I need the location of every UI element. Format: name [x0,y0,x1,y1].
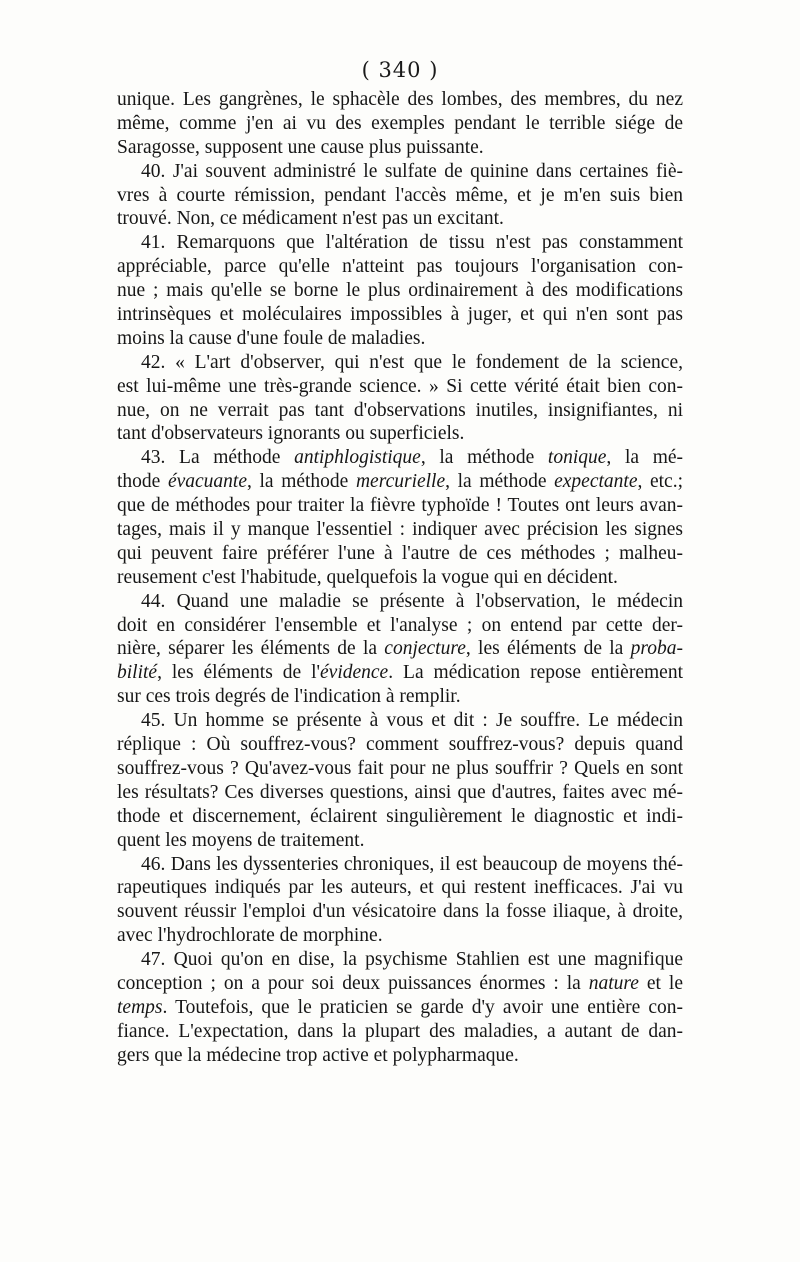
text-line: les résultats? Ces diverses questions, ainsi que d'autres, faites avec mé- [117,781,683,803]
body-text [117,88,683,1068]
text-line: vres à courte rémission, pendant l'accès même, et je m'en suis bien [117,184,683,206]
text-line: conception ; on a pour soi deux puissances énormes : la nature et le [117,972,683,994]
text-line: 44. Quand une maladie se présente à l'observation, le médecin [141,590,683,612]
text-line: même, comme j'en ai vu des exemples pendant le terrible siége de [117,112,683,134]
text-line: trouvé. Non, ce médicament n'est pas un excitant. [117,208,504,230]
text-line: avec l'hydrochlorate de morphine. [117,925,383,947]
text-line: 42. « L'art d'observer, qui n'est que le fondement de la science, [141,351,683,373]
text-line: réplique : Où souffrez-vous? comment souffrez-vous? depuis quand [117,734,683,756]
text-line: tages, mais il y manque l'essentiel : indiquer avec précision les signes [117,519,683,541]
page-number: ( 340 ) [361,58,439,82]
text-line: 40. J'ai souvent administré le sulfate de quinine dans certaines fiè- [141,160,683,182]
text-line: unique. Les gangrènes, le sphacèle des lombes, des membres, du nez [117,89,683,110]
text-line: rapeutiques indiqués par les auteurs, et qui restent inefficaces. J'ai vu [117,877,683,899]
text-line: souvent réussir l'emploi d'un vésicatoire dans la fosse iliaque, à droite, [117,901,683,923]
text-line: thode évacuante, la méthode mercurielle, la méthode expectante, etc.; [117,471,684,493]
text-line: 41. Remarquons que l'altération de tissu n'est pas constamment [141,232,683,254]
text-line: quent les moyens de traitement. [117,829,365,851]
text-line: qui peuvent faire préférer l'une à l'autre de ces méthodes ; malheu- [117,542,683,564]
text-line: 43. La méthode antiphlogistique, la méthode tonique, la mé- [141,447,684,469]
text-line: 45. Un homme se présente à vous et dit : Je souffre. Le médecin [141,710,683,732]
text-line: Saragosse, supposent une cause plus puissante. [117,136,484,158]
text-line: nue ; mais qu'elle se borne le plus ordinairement à des modifications [117,280,683,302]
text-line: 47. Quoi qu'on en dise, la psychisme Stahlien est une magnifique [141,949,683,971]
text-line: fiance. L'expectation, dans la plupart des maladies, a autant de dan- [117,1020,683,1042]
text-line: moins la cause d'une foule de maladies. [117,327,426,349]
text-line: est lui-même une très-grande science. » Si cette vérité était bien con- [117,375,683,397]
text-line: intrinsèques et moléculaires impossibles à juger, et qui n'en sont pas [117,304,683,326]
text-line: reusement c'est l'habitude, quelquefois la vogue qui en décident. [117,566,618,588]
text-line: sur ces trois degrés de l'indication à remplir. [117,686,461,708]
text-line: temps. Toutefois, que le praticien se garde d'y avoir une entière con- [117,996,683,1018]
text-line: nue, on ne verrait pas tant d'observations inutiles, insignifiantes, ni [117,399,683,421]
text-line: nière, séparer les éléments de la conjecture, les éléments de la proba- [117,638,683,660]
text-line: tant d'observateurs ignorants ou superficiels. [117,423,465,445]
text-line: 46. Dans les dyssenteries chroniques, il est beaucoup de moyens thé- [141,853,683,875]
text-line: bilité, les éléments de l'évidence. La médication repose entièrement [117,662,683,684]
text-line: souffrez-vous ? Qu'avez-vous fait pour ne plus souffrir ? Quels en sont [117,757,683,779]
text-line: thode et discernement, éclairent singulièrement le diagnostic et indi- [117,805,683,827]
text-line: doit en considérer l'ensemble et l'analyse ; on entend par cette der- [117,614,683,636]
text-line: gers que la médecine trop active et polypharmaque. [117,1044,519,1066]
text-line: appréciable, parce qu'elle n'atteint pas toujours l'organisation con- [117,256,683,278]
text-line: que de méthodes pour traiter la fièvre typhoïde ! Toutes ont leurs avan- [117,495,683,517]
